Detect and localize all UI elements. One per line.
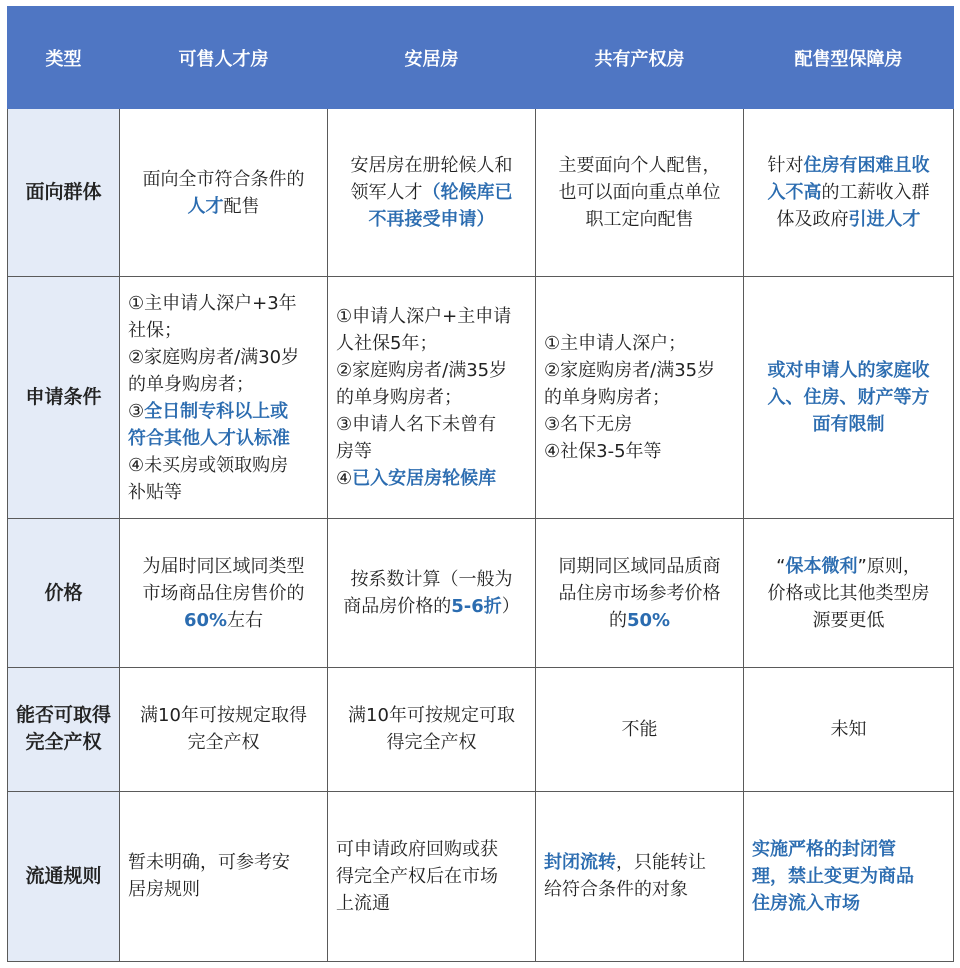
cell-text: 完全产权 [187, 732, 260, 754]
cell-text: 安居房在册轮候人和 [350, 155, 513, 177]
cell-line [336, 863, 527, 890]
cell-text: 市场商品住房售价的 [142, 582, 305, 604]
cell-line [752, 357, 945, 384]
cell-line [336, 411, 527, 438]
cell-line [336, 384, 527, 411]
cell-text: 体及政府 [776, 209, 849, 231]
cell-line [128, 702, 319, 729]
cell-line [544, 849, 735, 876]
cell-line [544, 152, 735, 179]
cell-line [752, 607, 945, 634]
highlighted-text: 60% [183, 609, 228, 631]
header-row [8, 7, 954, 109]
table-cell [744, 667, 954, 791]
cell-line [752, 411, 945, 438]
highlighted-text: 封闭流转 [544, 852, 616, 874]
cell-text: 给符合条件的对象 [544, 879, 688, 901]
column-header: 安居房 [328, 7, 536, 109]
cell-text: “ [776, 555, 786, 577]
highlighted-text: 不再接受申请） [368, 209, 495, 231]
cell-text: ③申请人名下未曾有 [336, 414, 497, 436]
row-label: 面向群体 [8, 109, 120, 277]
highlighted-text: 保本微利 [785, 555, 858, 577]
cell-line [544, 384, 735, 411]
cell-line [336, 438, 527, 465]
cell-line [128, 344, 319, 371]
table-row [8, 109, 954, 277]
highlighted-text: 引进人才 [848, 209, 921, 231]
table-cell [120, 109, 328, 277]
cell-text: ②家庭购房者/满35岁 [336, 360, 508, 382]
table-row [8, 667, 954, 791]
column-header: 共有产权房 [536, 7, 744, 109]
highlighted-text: 住房流入市场 [752, 892, 860, 914]
table-cell [744, 519, 954, 667]
cell-text: 为届时同区域同类型 [142, 555, 305, 577]
cell-line [128, 876, 319, 903]
cell-text: 职工定向配售 [585, 209, 694, 231]
cell-text: 得完全产权 [386, 732, 477, 754]
highlighted-text: 面有限制 [812, 414, 885, 436]
cell-text: 也可以面向重点单位 [558, 182, 721, 204]
cell-text: 商品房价格的 [343, 596, 452, 618]
cell-text: ④ [336, 468, 353, 490]
cell-text: 社保； [128, 319, 182, 341]
cell-line [128, 452, 319, 479]
table-cell [536, 109, 744, 277]
cell-text: 主要面向个人配售， [558, 155, 721, 177]
cell-line [544, 438, 735, 465]
cell-line [752, 206, 945, 233]
cell-text: 针对 [767, 155, 804, 177]
cell-text: ③ [128, 400, 145, 422]
table-cell [120, 519, 328, 667]
cell-text: 暂未明确，可参考安 [128, 852, 290, 874]
cell-line [128, 607, 319, 634]
table-cell [120, 791, 328, 961]
cell-text: 按系数计算（一般为 [350, 569, 513, 591]
cell-line [128, 398, 319, 425]
highlighted-text: （轮候库已 [422, 182, 513, 204]
cell-text: 的单身购房者； [128, 373, 254, 395]
cell-line [752, 890, 945, 917]
row-label [8, 667, 120, 791]
cell-text: ①主申请人深户； [544, 333, 687, 355]
cell-text: 补贴等 [128, 481, 182, 503]
row-label-line: 能否可取得 [16, 704, 112, 727]
cell-line [336, 465, 527, 492]
cell-line [128, 729, 319, 756]
cell-text: 价格或比其他类型房 [767, 582, 930, 604]
highlighted-text: 入、住房、财产等方 [767, 387, 930, 409]
cell-text: ） [501, 596, 520, 618]
cell-line [544, 580, 735, 607]
table-cell [744, 109, 954, 277]
cell-line [544, 553, 735, 580]
cell-line [336, 330, 527, 357]
cell-text: 同期同区域同品质商 [558, 555, 721, 577]
cell-line [752, 580, 945, 607]
cell-line [128, 166, 319, 193]
highlighted-text: 理，禁止变更为商品 [752, 865, 914, 887]
row-label: 申请条件 [8, 277, 120, 519]
highlighted-text: 或对申请人的家庭收 [767, 360, 930, 382]
table-cell [744, 277, 954, 519]
cell-line [128, 425, 319, 452]
column-header: 类型 [8, 7, 120, 109]
cell-line [336, 152, 527, 179]
cell-text: 不能 [621, 718, 658, 740]
cell-line [336, 206, 527, 233]
cell-text: 的单身购房者； [544, 387, 670, 409]
cell-text: 品住房市场参考价格 [558, 582, 721, 604]
cell-text: 配售 [223, 195, 260, 217]
cell-text: ”原则， [857, 555, 921, 577]
cell-line [128, 371, 319, 398]
cell-text: ④社保3-5年等 [544, 441, 662, 463]
cell-line [752, 384, 945, 411]
cell-text: ②家庭购房者/满30岁 [128, 346, 300, 368]
cell-line [336, 357, 527, 384]
cell-line [752, 553, 945, 580]
cell-text: 得完全产权后在市场 [336, 865, 498, 887]
cell-text: ②家庭购房者/满35岁 [544, 360, 716, 382]
table-cell [328, 791, 536, 961]
cell-text: 居房规则 [128, 879, 200, 901]
cell-text: 满10年可按规定可取 [348, 705, 515, 727]
table-cell [536, 667, 744, 791]
cell-text: ④未买房或领取购房 [128, 454, 289, 476]
highlighted-text: 50% [626, 609, 671, 631]
cell-line [544, 876, 735, 903]
column-header: 可售人才房 [120, 7, 328, 109]
table-cell [120, 667, 328, 791]
cell-line [128, 553, 319, 580]
cell-text: 人社保5年； [336, 333, 438, 355]
cell-text: ①申请人深户+主申请 [336, 306, 512, 328]
cell-text: 源要更低 [812, 609, 885, 631]
cell-text: ①主申请人深户+3年 [128, 292, 297, 314]
cell-line [336, 179, 527, 206]
cell-text: 领军人才 [350, 182, 423, 204]
cell-line [544, 206, 735, 233]
cell-line [128, 290, 319, 317]
cell-text: 可申请政府回购或获 [336, 838, 498, 860]
cell-text: 未知 [830, 718, 867, 740]
cell-line [128, 193, 319, 220]
table-row [8, 277, 954, 519]
row-label-line: 完全产权 [25, 731, 102, 754]
table-cell [120, 277, 328, 519]
highlighted-text: 5-6折 [451, 596, 502, 618]
cell-line [752, 179, 945, 206]
highlighted-text: 入不高 [767, 182, 822, 204]
cell-line [336, 836, 527, 863]
highlighted-text: 全日制专科以上或 [144, 400, 289, 422]
cell-line [128, 580, 319, 607]
table-cell [328, 667, 536, 791]
table-cell [536, 791, 744, 961]
cell-text: 面向全市符合条件的 [142, 168, 305, 190]
highlighted-text: 住房有困难且收 [803, 155, 930, 177]
cell-line [544, 411, 735, 438]
highlighted-text: 符合其他人才认标准 [128, 427, 290, 449]
cell-line [544, 716, 735, 743]
cell-line [336, 729, 527, 756]
cell-text: 的工薪收入群 [821, 182, 930, 204]
row-label: 流通规则 [8, 791, 120, 961]
cell-line [336, 890, 527, 917]
cell-line [336, 566, 527, 593]
cell-line [752, 863, 945, 890]
highlighted-text: 人才 [187, 195, 224, 217]
cell-line [544, 330, 735, 357]
cell-line [128, 317, 319, 344]
cell-line [752, 836, 945, 863]
housing-comparison-table [7, 6, 954, 962]
cell-text: 上流通 [336, 892, 390, 914]
cell-line [544, 179, 735, 206]
cell-text: 的 [608, 609, 627, 631]
cell-line [544, 607, 735, 634]
cell-line [336, 593, 527, 620]
cell-text: 的单身购房者； [336, 387, 462, 409]
table-cell [536, 519, 744, 667]
table-row [8, 519, 954, 667]
cell-line [128, 479, 319, 506]
cell-line [752, 716, 945, 743]
cell-text: ，只能转让 [616, 852, 706, 874]
table-cell [744, 791, 954, 961]
cell-text: 左右 [227, 609, 264, 631]
cell-line [336, 702, 527, 729]
column-header: 配售型保障房 [744, 7, 954, 109]
table-cell [328, 519, 536, 667]
cell-text: 满10年可按规定取得 [140, 705, 307, 727]
cell-text: ③名下无房 [544, 414, 633, 436]
cell-line [544, 357, 735, 384]
highlighted-text: 已入安居房轮候库 [352, 468, 497, 490]
table-cell [536, 277, 744, 519]
cell-line [336, 303, 527, 330]
cell-line [128, 849, 319, 876]
table-row [8, 791, 954, 961]
table-cell [328, 277, 536, 519]
cell-line [752, 152, 945, 179]
row-label: 价格 [8, 519, 120, 667]
cell-text: 房等 [336, 441, 372, 463]
highlighted-text: 实施严格的封闭管 [752, 838, 896, 860]
table-cell [328, 109, 536, 277]
